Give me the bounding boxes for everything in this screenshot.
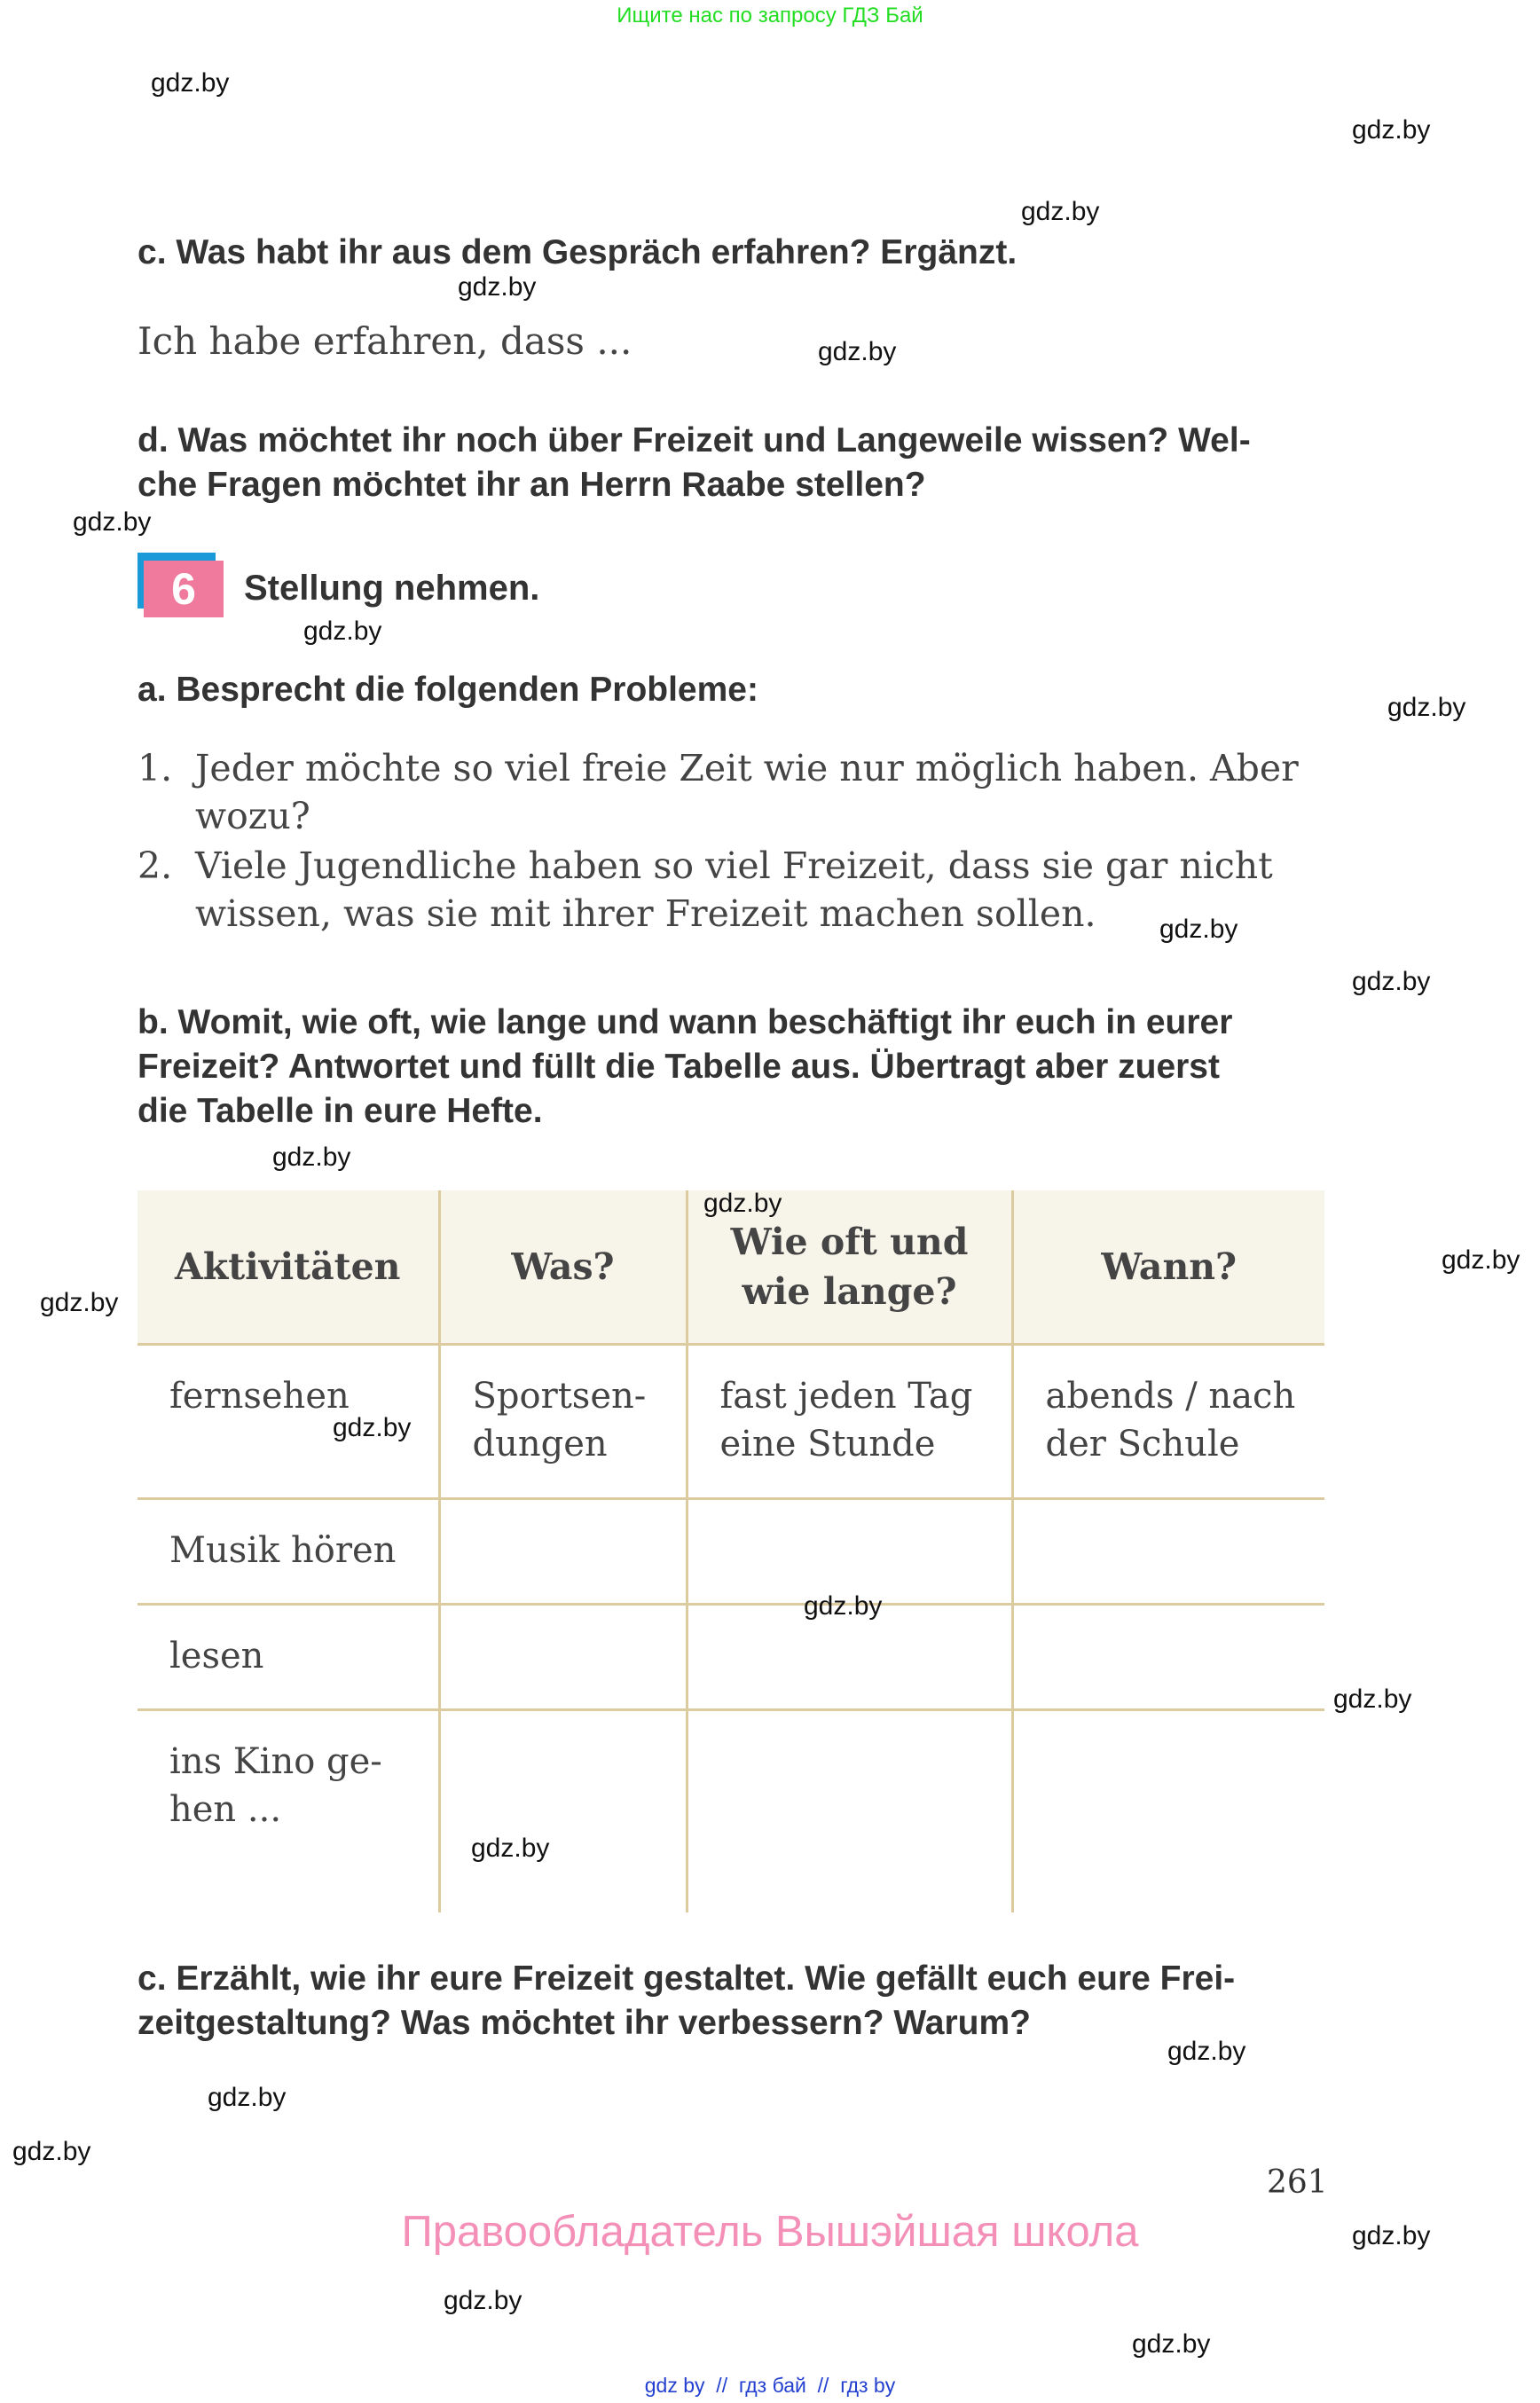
watermark: gdz.by	[1352, 115, 1431, 145]
exercise-number-badge: 6	[144, 561, 224, 617]
table-cell: Musik hören	[138, 1499, 439, 1605]
watermark: gdz.by	[1021, 197, 1100, 226]
watermark: gdz.by	[1387, 693, 1466, 722]
exercise-title: Stellung nehmen.	[244, 569, 540, 608]
list-number: 1.	[138, 747, 173, 789]
table-cell	[1012, 1710, 1324, 1912]
table-cell: abends / nach der Schule	[1012, 1345, 1324, 1499]
watermark: gdz.by	[1159, 915, 1238, 944]
table-row	[138, 1710, 1324, 1912]
list-line: wozu?	[195, 795, 310, 837]
table-cell: fernsehen	[138, 1345, 439, 1499]
watermark: gdz.by	[471, 1834, 550, 1863]
task-5d-line-1: d. Was möchtet ihr noch über Freizeit und Langeweile wissen? Wel-	[138, 421, 1251, 459]
task-6b-line-2: Freizeit? Antwortet und füllt die Tabelle aus. Übertragt aber zuerst	[138, 1048, 1220, 1086]
page-number: 261	[1267, 2164, 1328, 2201]
table-cell: ins Kino ge-hen ...	[138, 1710, 439, 1912]
watermark: gdz.by	[804, 1591, 883, 1621]
footer-links[interactable]: gdz by // гдз бай // гдз by	[644, 2374, 896, 2397]
table-cell	[1012, 1605, 1324, 1710]
watermark: gdz.by	[1352, 967, 1431, 996]
table-row	[138, 1499, 1324, 1605]
task-6b-line-1: b. Womit, wie oft, wie lange und wann beschäftigt ihr euch in eurer	[138, 1003, 1233, 1041]
task-5c-title: c. Was habt ihr aus dem Gespräch erfahren? Ergänzt.	[138, 233, 1018, 271]
watermark: gdz.by	[272, 1143, 351, 1172]
watermark: gdz.by	[818, 337, 897, 366]
task-6b-line-3: die Tabelle in eure Hefte.	[138, 1092, 543, 1130]
list-line: Viele Jugendliche haben so viel Freizeit, dass sie gar nicht	[195, 844, 1273, 887]
watermark: gdz.by	[151, 68, 230, 98]
watermark: gdz.by	[1132, 2329, 1211, 2359]
task-6c-line-1: c. Erzählt, wie ihr eure Freizeit gestaltet. Wie gefällt euch eure Frei-	[138, 1959, 1236, 1998]
activities-table	[138, 1190, 1324, 1912]
table-row	[138, 1345, 1324, 1499]
watermark: gdz.by	[12, 2137, 91, 2166]
watermark: gdz.by	[1352, 2221, 1431, 2250]
watermark: gdz.by	[333, 1413, 412, 1442]
header-wann: Wann?	[1012, 1190, 1324, 1345]
list-number: 2.	[138, 844, 173, 887]
watermark: gdz.by	[208, 2083, 287, 2112]
table-cell	[687, 1499, 1012, 1605]
watermark: gdz.by	[73, 507, 152, 537]
copyright-notice: Правообладатель Вышэйшая школа	[401, 2208, 1139, 2256]
header-banner[interactable]: Ищите нас по запросу ГДЗ Бай	[617, 4, 923, 27]
task-6a-title: a. Besprecht die folgenden Probleme:	[138, 671, 758, 709]
watermark: gdz.by	[1333, 1684, 1412, 1714]
watermark: gdz.by	[444, 2286, 522, 2315]
table-cell	[687, 1710, 1012, 1912]
watermark: gdz.by	[458, 272, 537, 302]
watermark: gdz.by	[40, 1288, 119, 1317]
table-cell: lesen	[138, 1605, 439, 1710]
task-6c-line-2: zeitgestaltung? Was möchtet ihr verbessern? Warum?	[138, 2004, 1031, 2042]
table-cell	[439, 1499, 687, 1605]
list-line: Jeder möchte so viel freie Zeit wie nur möglich haben. Aber	[195, 747, 1299, 789]
table-cell	[439, 1710, 687, 1912]
watermark: gdz.by	[1167, 2037, 1246, 2066]
table-cell	[439, 1605, 687, 1710]
watermark: gdz.by	[303, 616, 382, 646]
task-5c-text: Ich habe erfahren, dass ...	[138, 319, 632, 363]
header-aktivitaeten: Aktivitäten	[138, 1190, 439, 1345]
table-cell: Sportsen-dungen	[439, 1345, 687, 1499]
table-row	[138, 1605, 1324, 1710]
list-line: wissen, was sie mit ihrer Freizeit machen sollen.	[195, 892, 1096, 935]
table-cell: fast jeden Tag eine Stunde	[687, 1345, 1012, 1499]
header-was: Was?	[439, 1190, 687, 1345]
table-cell	[1012, 1499, 1324, 1605]
header-wie-oft: Wie oft und wie lange?	[687, 1190, 1012, 1345]
watermark: gdz.by	[1442, 1245, 1520, 1275]
task-5d-line-2: che Fragen möchtet ihr an Herrn Raabe stellen?	[138, 466, 926, 504]
watermark: gdz.by	[703, 1189, 782, 1218]
